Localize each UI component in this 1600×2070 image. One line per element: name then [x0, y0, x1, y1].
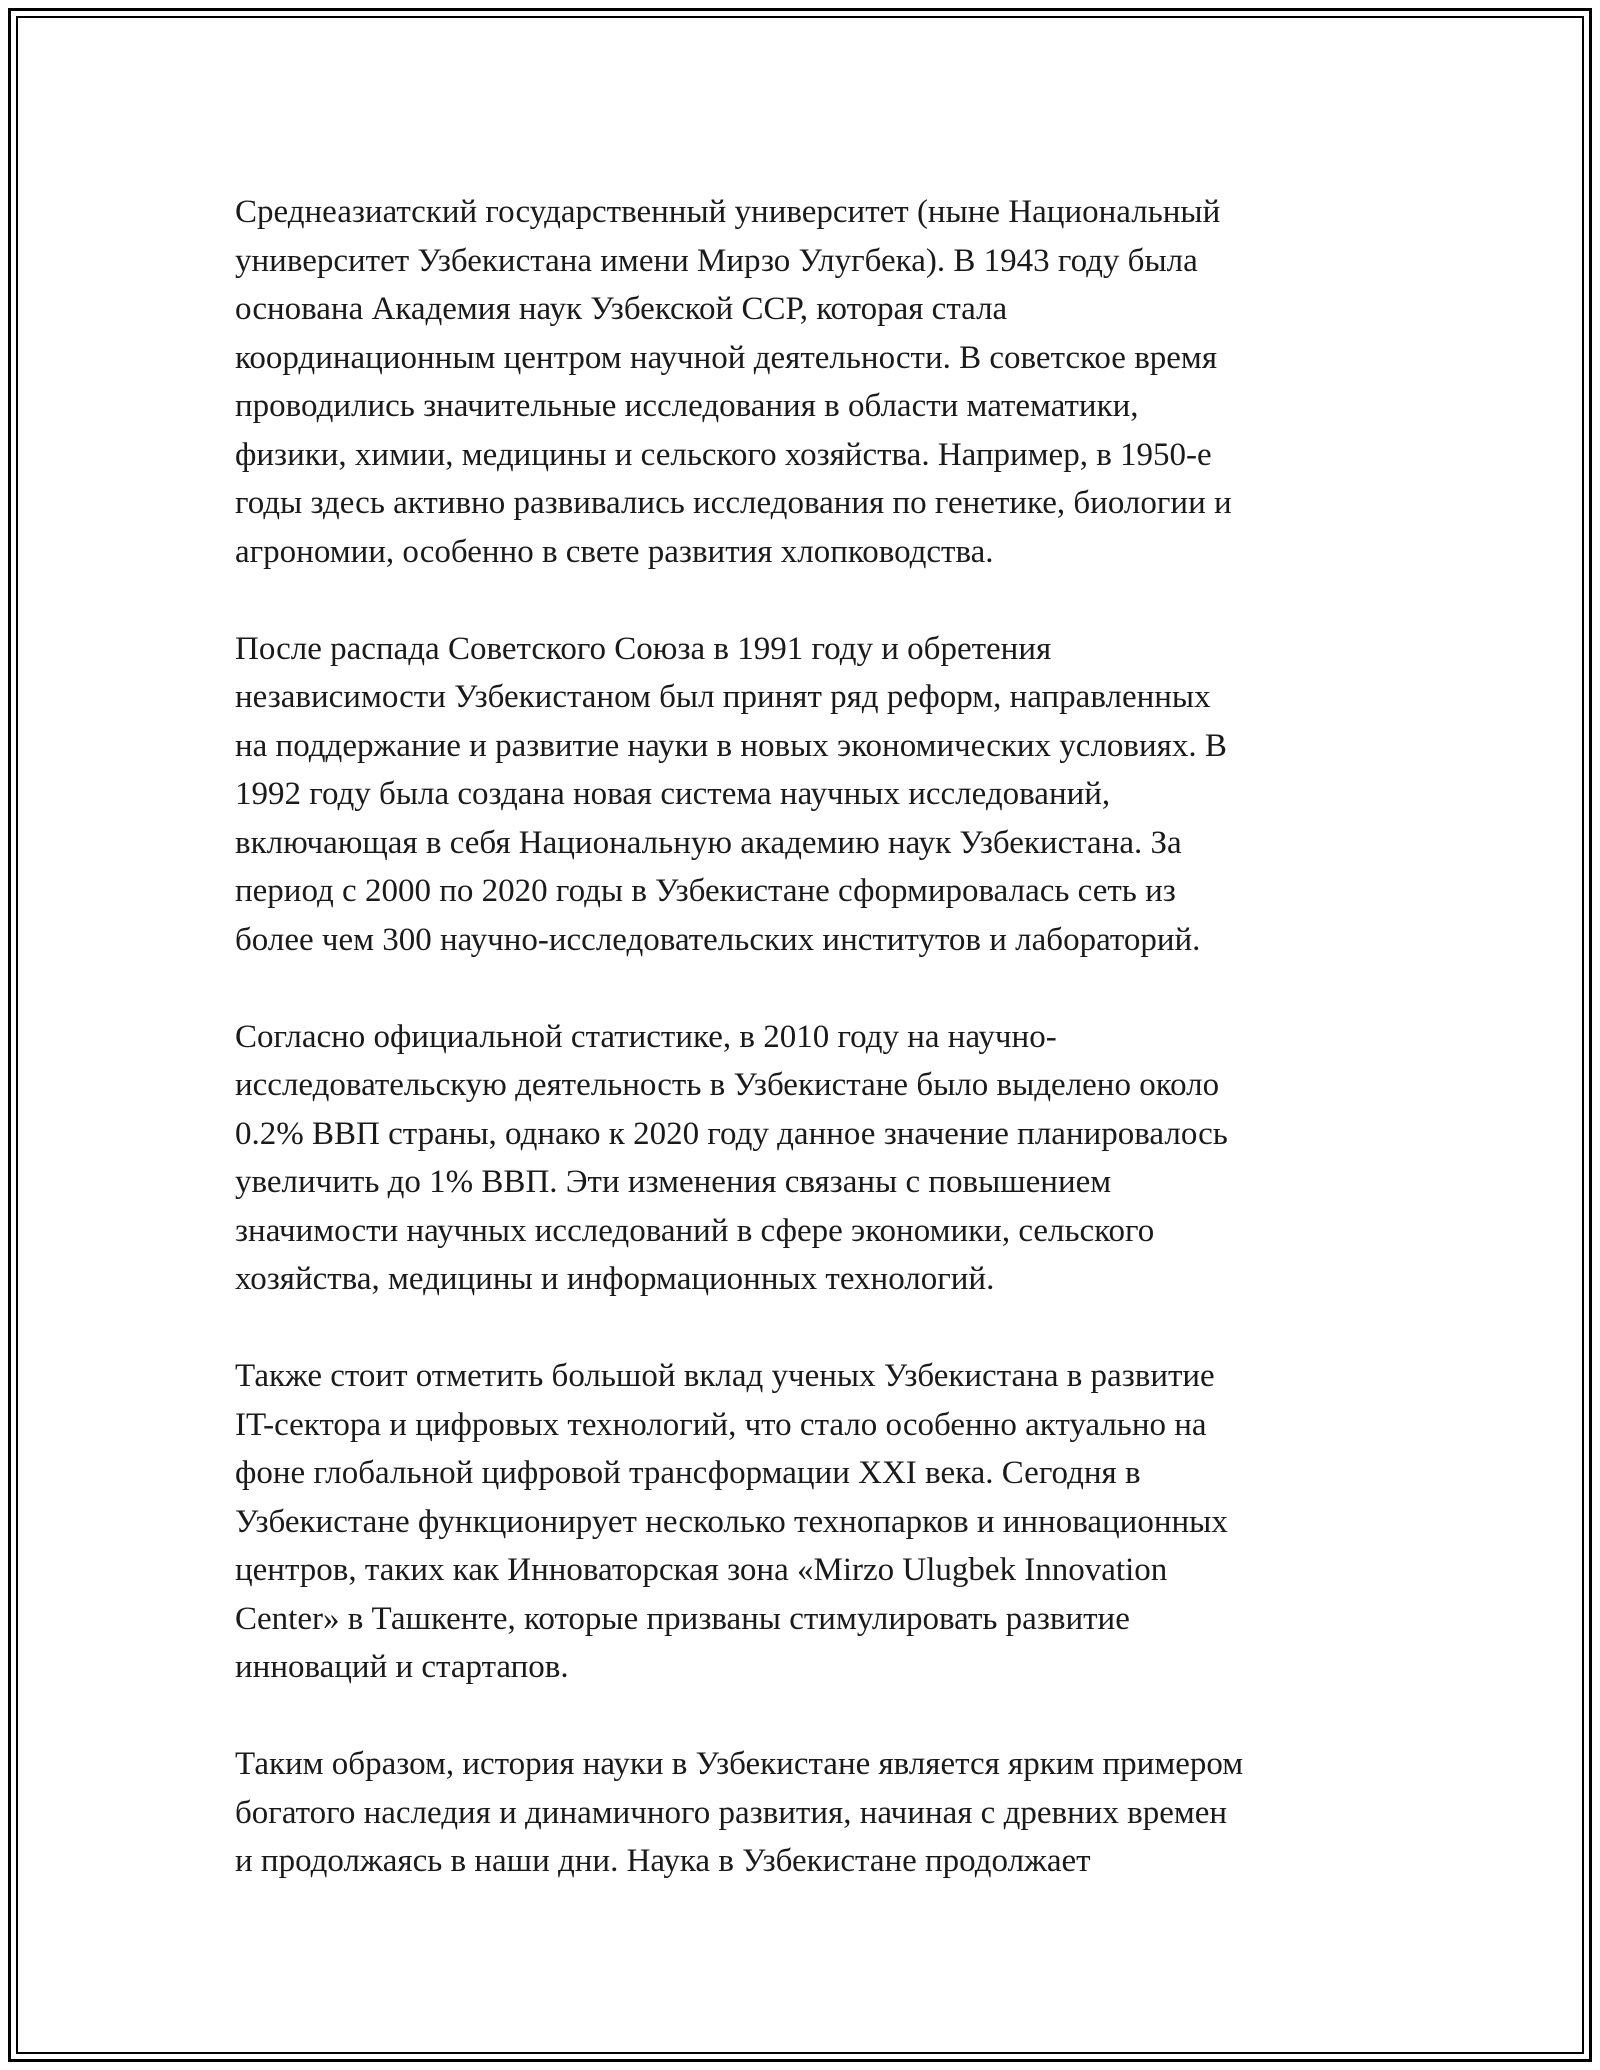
text-line: фоне глобальной цифровой трансформации XXI века. Сегодня в [235, 1455, 1141, 1491]
paragraph-statistics [235, 1013, 1375, 1304]
text-line: физики, химии, медицины и сельского хозяйства. Например, в 1950-е [235, 436, 1212, 473]
text-line: проводились значительные исследования в области математики, [235, 388, 1139, 424]
text-line: и продолжаясь в наши дни. Наука в Узбекистане продолжает [235, 1843, 1091, 1879]
text-line: 1992 году была создана новая система научных исследований, [235, 776, 1111, 812]
text-line: Также стоит отметить большой вклад ученых Узбекистана в развитие [235, 1358, 1215, 1394]
text-line: агрономии, особенно в свете развития хлопководства. [235, 533, 994, 570]
text-line: 0.2% ВВП страны, однако к 2020 году данное значение планировалось [235, 1115, 1228, 1152]
text-line: Среднеазиатский государственный университет (ныне Национальный [235, 194, 1221, 230]
text-line: включающая в себя Национальную академию наук Узбекистана. За [235, 824, 1182, 861]
text-line: После распада Советского Союза в 1991 году и обретения [235, 630, 1052, 667]
text-line: основана Академия наук Узбекской ССР, которая стала [235, 291, 1008, 327]
text-line: период с 2000 по 2020 годы в Узбекистане сформировалась сеть из [235, 873, 1176, 909]
document-body [235, 188, 1375, 1934]
text-line: значимости научных исследований в сфере экономики, сельского [235, 1212, 1155, 1249]
text-line: Узбекистане функционирует несколько технопарков и инновационных [235, 1503, 1228, 1540]
text-line: Таким образом, история науки в Узбекистане является ярким примером [235, 1746, 1244, 1782]
text-line: более чем 300 научно-исследовательских институтов и лабораторий. [235, 921, 1201, 958]
text-line: хозяйства, медицины и информационных технологий. [235, 1261, 995, 1297]
text-line: IT-сектора и цифровых технологий, что стало особенно актуально на [235, 1406, 1207, 1443]
paragraph-soviet-era [235, 188, 1375, 576]
text-line: инноваций и стартапов. [235, 1649, 569, 1685]
text-line: центров, таких как Инноваторская зона «Mirzo Ulugbek Innovation [235, 1552, 1168, 1588]
text-line: богатого наследия и динамичного развития, начиная с древних времен [235, 1794, 1228, 1831]
paragraph-conclusion [235, 1740, 1375, 1886]
text-line: исследовательскую деятельность в Узбекистане было выделено около [235, 1067, 1220, 1103]
text-line: независимости Узбекистаном был принят ряд реформ, направленных [235, 679, 1211, 715]
text-line: на поддержание и развитие науки в новых экономических условиях. В [235, 727, 1227, 764]
text-line: Согласно официальной статистике, в 2010 году на научно- [235, 1018, 1057, 1055]
paragraph-it-sector [235, 1352, 1375, 1692]
text-line: координационным центром научной деятельности. В советское время [235, 339, 1217, 376]
text-line: Center» в Ташкенте, которые призваны стимулировать развитие [235, 1600, 1130, 1637]
paragraph-independence [235, 625, 1375, 965]
text-line: университет Узбекистана имени Мирзо Улугбека). В 1943 году была [235, 242, 1198, 279]
text-line: увеличить до 1% ВВП. Эти изменения связаны с повышением [235, 1164, 1112, 1200]
text-line: годы здесь активно развивались исследования по генетике, биологии и [235, 485, 1232, 521]
